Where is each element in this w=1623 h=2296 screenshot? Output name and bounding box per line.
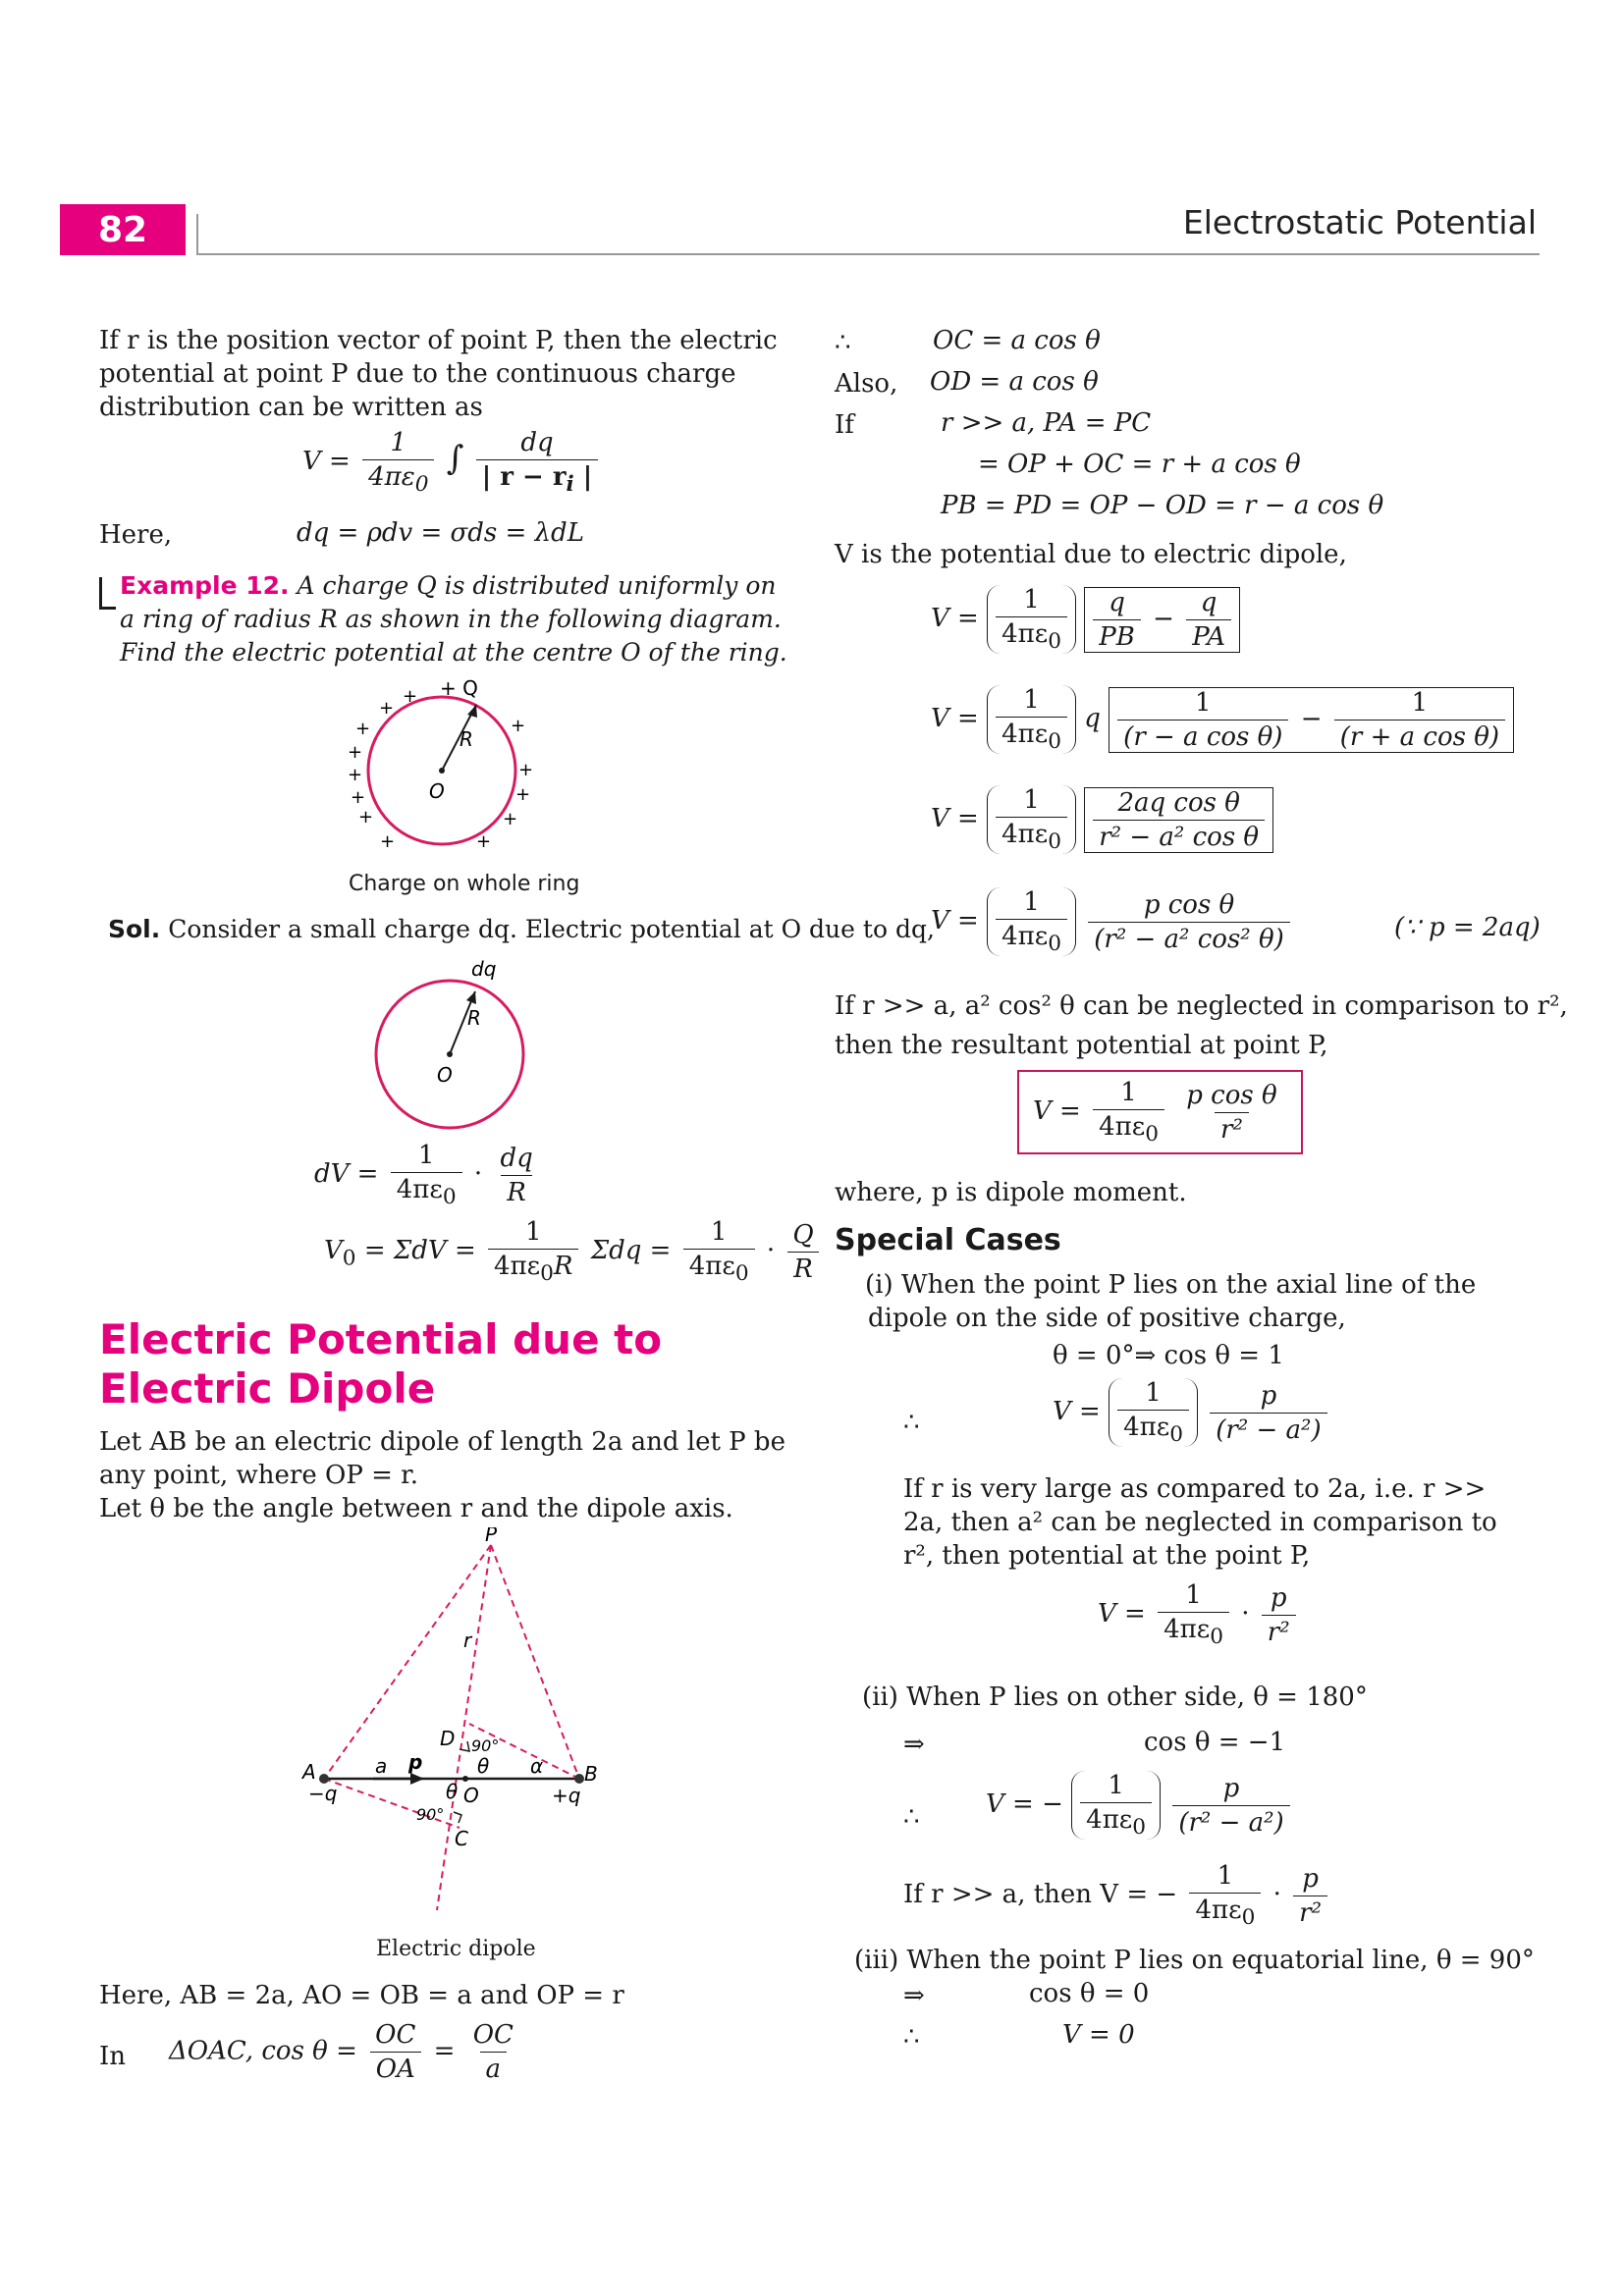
radius-arrow: [467, 705, 477, 718]
ring-caption: Charge on whole ring: [349, 872, 580, 896]
here-dipole-definitions: Here, AB = 2a, AO = OB = a and OP = r: [99, 1981, 624, 2010]
case-1-text: (i) When the point P lies on the axial line of the dipole on the side of positive charge,: [865, 1270, 1477, 1333]
label-A: A: [302, 1760, 316, 1784]
svg-text:+: +: [351, 787, 366, 808]
page-number: 82: [60, 204, 186, 255]
label-p: p: [408, 1750, 423, 1774]
eq-OC: OC = a cos θ: [933, 326, 1101, 355]
if-label: If: [835, 410, 854, 440]
dipole-caption: Electric dipole: [376, 1937, 536, 1961]
therefore-1: ∴: [835, 328, 851, 357]
label-D: D: [440, 1727, 456, 1750]
case-2-implies: ⇒: [903, 1730, 925, 1759]
label-B: B: [584, 1762, 598, 1786]
svg-text:+: +: [380, 831, 396, 852]
case-1-large-r-text: If r is very large as compared to 2a, i.e. r >> 2a, then a² can be neglected in comparison to r², then potential at the point P,: [903, 1474, 1497, 1571]
label-alpha: α: [530, 1754, 544, 1778]
svg-text:+: +: [476, 831, 492, 852]
label-P: P: [485, 1527, 498, 1546]
ring2-centre: [447, 1051, 453, 1057]
svg-text:+: +: [358, 807, 374, 828]
equation-dV: dV = $\frac{1}{4\pi\varepsilon_0}$ · $\frac{dq}{R}$: [314, 1141, 533, 1210]
ring-charge-diagram: [334, 677, 550, 874]
svg-text:+: +: [348, 765, 363, 785]
case-3-text: (iii) When the point P lies on equatorial line, θ = 90°: [854, 1946, 1535, 1975]
right-angle-C: [454, 1812, 461, 1823]
eq-V-step4: V = $\frac{1}{4\pi\varepsilon_0}$ $\frac{\text{p cos θ}}{\text{(r² − a² cos² θ)}}$: [931, 887, 1294, 956]
case-2-text: (ii) When P lies on other side, θ = 180°: [862, 1682, 1368, 1712]
example-12: Example 12. A charge Q is distributed uniformly on a ring of radius R as shown in the following diagram. Find the electric potential at the centre O of the ring.: [120, 571, 787, 667]
svg-text:+: +: [511, 716, 526, 736]
ring-dq-diagram: [363, 954, 540, 1137]
ring-O-label: O: [429, 779, 445, 803]
case-1-equation: V = $\frac{1}{4\pi\varepsilon_0}$ $\frac{p}{\text{(r² − a²)}}$: [1053, 1378, 1331, 1447]
header-divider-tick: [196, 214, 198, 255]
equation-V0: $V_0 = \Sigma dV$ = $\frac{1}{4\pi\varepsilon_0R}$ Σdq = $\frac{1}{4\pi\varepsilon_0}$ · $\frac{Q}{R}$: [324, 1217, 824, 1286]
charge-B: [574, 1774, 584, 1784]
case-1-therefore: ∴: [903, 1408, 920, 1437]
eq-OP-OC: = OP + OC = r + a cos θ: [978, 450, 1301, 479]
ring2-dq-label: dq: [471, 957, 497, 981]
solution-line: Sol. Consider a small charge dq. Electric potential at O due to dq,: [108, 915, 935, 943]
eq-PB-PD: PB = PD = OP − OD = r − a cos θ: [941, 491, 1384, 520]
label-a: a: [375, 1754, 388, 1778]
line-PA: [324, 1545, 491, 1779]
label-C: C: [455, 1827, 468, 1850]
centre-O: [462, 1776, 468, 1782]
svg-text:+: +: [503, 809, 518, 829]
dipole-angle-text: Let θ be the angle between r and the dipole axis.: [99, 1494, 733, 1523]
ring-Q-label: + Q: [440, 677, 478, 700]
case-1-condition: θ = 0°⇒ cos θ = 1: [1053, 1341, 1284, 1370]
label-theta-lower: θ: [446, 1780, 459, 1803]
case-3-therefore: ∴: [903, 2022, 920, 2052]
ring-R-label: R: [460, 727, 473, 751]
label-90-upper: 90°: [471, 1736, 500, 1755]
label-plus-q: +q: [552, 1784, 581, 1807]
equation-cos-theta: ΔOAC, cos θ = $\frac{OC}{OA}$ = $\frac{OC}{a}$: [169, 2020, 514, 2084]
label-minus-q: −q: [308, 1782, 338, 1805]
also-label: Also,: [835, 369, 898, 399]
note-p-2aq: (∵ p = 2aq): [1394, 913, 1541, 942]
svg-text:+: +: [518, 760, 534, 780]
case-3-V: V = 0: [1062, 2020, 1135, 2050]
v-dipole-text: V is the potential due to electric dipole,: [835, 540, 1347, 569]
section-heading-line2: Electric Dipole: [99, 1364, 436, 1413]
section-heading-line1: Electric Potential due to: [99, 1315, 663, 1363]
label-O: O: [463, 1784, 479, 1807]
neglect-line2: then the resultant potential at point P,: [835, 1031, 1328, 1060]
svg-text:+: +: [348, 742, 363, 763]
line-PB: [491, 1545, 579, 1779]
dipole-moment-note: where, p is dipole moment.: [835, 1178, 1187, 1207]
eq-V-step1: V = $\frac{1}{4\pi\varepsilon_0}$ $\frac{q}{PB}$ − $\frac{q}{PA}$: [931, 585, 1240, 654]
boxed-dipole-potential: V = $\frac{1}{4\pi\varepsilon_0}$ $\frac{\text{p cos θ}}{\text{r²}}$: [1017, 1070, 1303, 1154]
in-label: In: [99, 2042, 127, 2071]
case-3-cos: cos θ = 0: [1029, 1979, 1150, 2008]
svg-text:+: +: [355, 719, 371, 739]
equation-potential-continuous: V = $\frac{1}{4\pi\varepsilon_0}$ ∫ $\frac{dq}{| r - r_i |}$: [302, 428, 602, 497]
ring2-R-label: R: [467, 1006, 481, 1030]
case-2-equation: V = − $\frac{1}{4\pi\varepsilon_0}$ $\frac{p}{\text{(r² − a²)}}$: [986, 1771, 1294, 1840]
case-2-cos: cos θ = −1: [1144, 1728, 1286, 1757]
case-3-implies: ⇒: [903, 1981, 925, 2010]
neglect-line1: If r >> a, a² cos² θ can be neglected in comparison to r²,: [835, 991, 1568, 1021]
example-marker: [99, 577, 116, 610]
special-cases-heading: Special Cases: [835, 1223, 1061, 1257]
here-equation: dq = ρdv = σds = λdL: [297, 518, 584, 548]
dipole-moment-head: [410, 1773, 424, 1785]
centre-point: [439, 768, 445, 774]
svg-text:+: +: [403, 686, 418, 707]
here-label: Here,: [99, 520, 173, 550]
label-r: r: [463, 1629, 472, 1652]
eq-PA-PC: r >> a, PA = PC: [941, 408, 1152, 438]
eq-OD: OD = a cos θ: [930, 367, 1099, 397]
header-rule: [196, 253, 1540, 255]
label-theta-upper: θ: [477, 1754, 490, 1778]
svg-text:+: +: [379, 698, 395, 719]
label-90-lower: 90°: [416, 1805, 445, 1824]
dipole-intro: Let AB be an electric dipole of length 2a and let P be any point, where OP = r.: [99, 1427, 785, 1490]
case-1-approx-equation: V = $\frac{1}{4\pi\varepsilon_0}$ · $\frac{p}{\text{r²}}$: [1098, 1580, 1300, 1649]
case-2-approx: If r >> a, then V = − $\frac{1}{4\pi\varepsilon_0}$ · $\frac{p}{\text{r²}}$: [903, 1861, 1331, 1930]
eq-V-step3: V = $\frac{1}{4\pi\varepsilon_0}$ $\frac{\text{2aq cos θ}}{\text{r² − a² cos θ}}$: [931, 785, 1273, 854]
intro-paragraph: If r is the position vector of point P, then the electric potential at point P due to the continuous charge distribution can be written as: [99, 326, 778, 422]
ring2-O-label: O: [437, 1063, 453, 1087]
case-2-therefore: ∴: [903, 1802, 920, 1832]
dipole-diagram: [295, 1527, 619, 1940]
chapter-title: Electrostatic Potential: [1182, 203, 1537, 241]
eq-V-step2: V = $\frac{1}{4\pi\varepsilon_0}$ q $\frac{1}{\text{(r − a cos θ)}}$ − $\frac{1}{\text{(r + a cos θ)}}$: [931, 685, 1514, 754]
svg-text:+: +: [515, 784, 531, 805]
